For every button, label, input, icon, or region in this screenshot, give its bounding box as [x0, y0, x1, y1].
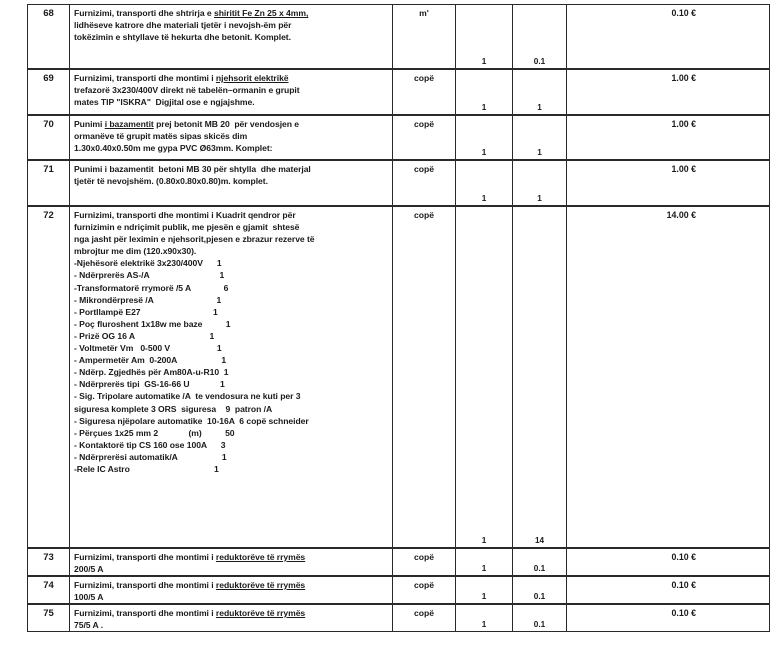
description-line: Furnizimi, transporti dhe montimi i Kuadrit qendror për	[74, 210, 296, 220]
description-line: -Njehësorë elektrikë 3x230/400V 1	[74, 258, 222, 269]
unit-price-cell	[567, 577, 769, 603]
description-line: siguresa komplete 3 ORS siguresa 9 patron /A	[74, 403, 273, 414]
table-row	[27, 548, 770, 576]
table-row	[27, 115, 770, 160]
item-unit: copë	[393, 605, 456, 631]
description-line: Furnizimi, transporti dhe shtrirja e shiritit Fe Zn 25 x 4mm,	[74, 8, 309, 18]
description-line: lidhëseve katrore dhe materiali tjetër i nevojsh-ëm për	[74, 20, 292, 31]
unit-price-cell	[567, 70, 769, 114]
item-unit: m'	[393, 5, 456, 68]
description-line: -Rele IC Astro 1	[74, 463, 219, 474]
total-cell	[513, 207, 567, 547]
quantity-value: 1	[481, 148, 487, 157]
total-value: 0.1	[533, 57, 546, 66]
unit-price-cell	[567, 161, 769, 205]
description-line: - Ndërp. Zgjedhës për Am80A-u-R10 1	[74, 367, 229, 378]
total-value: 14	[534, 536, 545, 545]
item-number: 72	[28, 207, 70, 547]
table-row	[27, 604, 770, 632]
total-cell	[513, 70, 567, 114]
unit-price-cell	[567, 549, 769, 575]
description-line: - Voltmetër Vm 0-500 V 1	[74, 343, 222, 354]
description-line: Furnizimi, transporti dhe montimi i reduktorëve të rrymës	[74, 608, 306, 618]
description-line: -Transformatorë rrymorë /5 A 6	[74, 282, 229, 293]
underlined-term: reduktorëve të rrymës	[215, 552, 306, 562]
quantity-cell	[456, 116, 513, 159]
quantity-cell	[456, 549, 513, 575]
table-row	[27, 4, 770, 69]
item-description	[70, 116, 393, 159]
item-description	[70, 161, 393, 205]
total-value: 1	[537, 194, 542, 203]
description-line: tokëzimin e shtyllave të hekurta dhe betonit. Komplet.	[74, 32, 291, 43]
description-line: - Përçues 1x25 mm 2 (m) 50	[74, 427, 235, 438]
description-line: - Prizë OG 16 A 1	[74, 330, 215, 341]
quantity-cell	[456, 577, 513, 603]
unit-price-cell	[567, 207, 769, 547]
total-cell	[513, 605, 567, 631]
unit-price: 0.10 €	[671, 8, 696, 18]
description-line: mbrojtur me dim (120.x90x30).	[74, 246, 197, 257]
description-line: - Ndërprerës AS-/A 1	[74, 270, 225, 281]
unit-price: 14.00 €	[666, 210, 696, 220]
total-cell	[513, 5, 567, 68]
quantity-value: 1	[481, 592, 487, 601]
description-line: - Ampermetër Am 0-200A 1	[74, 355, 227, 366]
quantity-cell	[456, 207, 513, 547]
description-line: mates TIP "ISKRA" Digjital ose e ngjajshme.	[74, 97, 255, 108]
item-unit: copë	[393, 161, 456, 205]
description-line: 200/5 A	[74, 564, 104, 575]
unit-price-cell	[567, 605, 769, 631]
table-row	[27, 576, 770, 604]
underlined-term: reduktorëve të rrymës	[215, 580, 306, 590]
underlined-term: njehsorit elektrikë	[215, 73, 289, 83]
underlined-term: i bazamentit	[104, 119, 154, 129]
item-number: 69	[28, 70, 70, 114]
total-value: 1	[537, 148, 542, 157]
unit-price: 0.10 €	[671, 552, 696, 562]
item-description	[70, 605, 393, 631]
item-unit: copë	[393, 116, 456, 159]
table-row	[27, 69, 770, 115]
unit-price: 1.00 €	[671, 73, 696, 83]
total-value: 1	[537, 103, 542, 112]
unit-price: 1.00 €	[671, 119, 696, 129]
unit-price-cell	[567, 116, 769, 159]
description-line: - Portllampë E27 1	[74, 306, 218, 317]
description-line: Furnizimi, transporti dhe montimi i reduktorëve të rrymës	[74, 552, 306, 562]
item-description	[70, 577, 393, 603]
quantity-value: 1	[481, 564, 487, 573]
total-value: 0.1	[533, 564, 546, 573]
item-description	[70, 70, 393, 114]
quantity-value: 1	[481, 620, 487, 629]
description-line: Punimi i bazamentit prej betonit MB 20 për vendosjen e	[74, 119, 300, 129]
description-line: - Siguresa njëpolare automatike 10-16A 6 copë schneider	[74, 415, 309, 426]
table-row	[27, 160, 770, 206]
quantity-value: 1	[481, 194, 487, 203]
underlined-term: reduktorëve të rrymës	[215, 608, 306, 618]
quantity-cell	[456, 605, 513, 631]
total-cell	[513, 577, 567, 603]
description-line: Furnizimi, transporti dhe montimi i reduktorëve të rrymës	[74, 580, 306, 590]
unit-price: 1.00 €	[671, 164, 696, 174]
quantity-cell	[456, 5, 513, 68]
description-line: Furnizimi, transporti dhe montimi i njehsorit elektrikë	[74, 73, 289, 83]
quantity-cell	[456, 70, 513, 114]
item-number: 68	[28, 5, 70, 68]
total-cell	[513, 116, 567, 159]
description-line: - Mikrondërpresë /A 1	[74, 294, 222, 305]
total-cell	[513, 161, 567, 205]
unit-price-cell	[567, 5, 769, 68]
description-line: ormanëve të grupit matës sipas skicës dim	[74, 131, 248, 142]
total-value: 0.1	[533, 620, 546, 629]
item-number: 75	[28, 605, 70, 631]
total-value: 0.1	[533, 592, 546, 601]
item-number: 73	[28, 549, 70, 575]
item-description	[70, 5, 393, 68]
description-line: 75/5 A .	[74, 620, 104, 631]
description-line: 1.30x0.40x0.50m me gypa PVC Ø63mm. Komplet:	[74, 143, 273, 154]
item-description	[70, 207, 393, 547]
quantity-value: 1	[481, 57, 487, 66]
item-number: 74	[28, 577, 70, 603]
description-line: Punimi i bazamentit betoni MB 30 për shtylla dhe materjal	[74, 164, 311, 174]
description-line: furnizimin e ndriçimit publik, me pjesën e gjamit shtesë	[74, 222, 300, 233]
total-cell	[513, 549, 567, 575]
description-line: nga jasht për leximin e njehsorit,pjesen e zbrazur rezerve të	[74, 234, 315, 245]
item-description	[70, 549, 393, 575]
description-line: tjetër të nevojshëm. (0.80x0.80x0.80)m. komplet.	[74, 176, 268, 187]
item-unit: copë	[393, 577, 456, 603]
item-unit: copë	[393, 207, 456, 547]
description-line: - Kontaktorë tip CS 160 ose 100A 3	[74, 439, 226, 450]
item-unit: copë	[393, 549, 456, 575]
description-line: - Ndërprerësi automatik/A 1	[74, 451, 227, 462]
quantity-value: 1	[481, 536, 487, 545]
quantity-cell	[456, 161, 513, 205]
quantity-value: 1	[481, 103, 487, 112]
unit-price: 0.10 €	[671, 608, 696, 618]
description-line: 100/5 A	[74, 592, 104, 603]
description-line: - Sig. Tripolare automatike /A te vendosura ne kuti per 3	[74, 391, 301, 402]
description-line: trefazorë 3x230/400V direkt në tabelën–ormanin e grupit	[74, 85, 300, 96]
item-number: 70	[28, 116, 70, 159]
underlined-term: shiritit Fe Zn 25 x 4mm,	[213, 8, 309, 18]
description-line: - Ndërprerës tipi GS-16-66 U 1	[74, 379, 225, 390]
unit-price: 0.10 €	[671, 580, 696, 590]
description-line: - Poç fluroshent 1x18w me baze 1	[74, 318, 231, 329]
table-row	[27, 206, 770, 548]
item-unit: copë	[393, 70, 456, 114]
item-number: 71	[28, 161, 70, 205]
